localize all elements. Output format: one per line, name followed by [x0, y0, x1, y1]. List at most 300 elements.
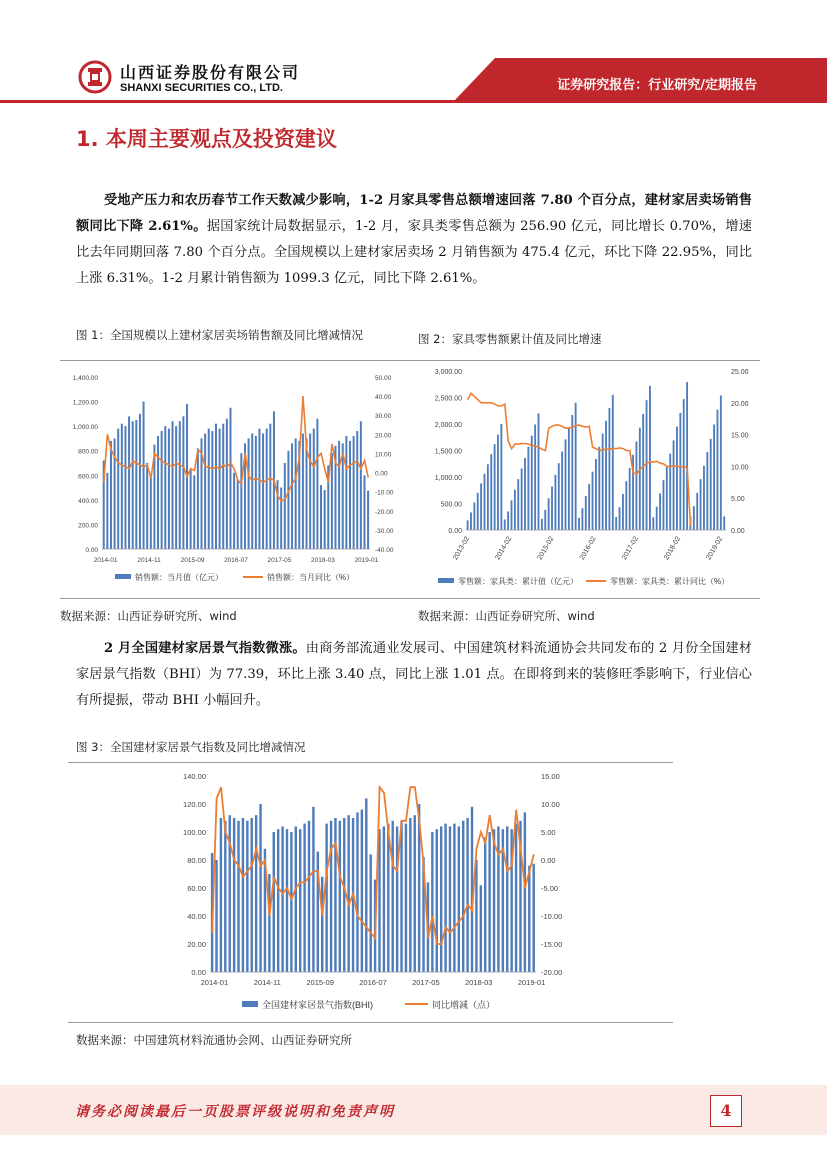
- bar: [477, 493, 479, 530]
- chart1-x-axis: [94, 557, 379, 564]
- x-tick-label: 2014-02: [494, 535, 514, 562]
- bar: [639, 428, 641, 530]
- paragraph-lead: 2 月全国建材家居景气指数微涨。: [104, 641, 306, 656]
- bar: [135, 420, 137, 549]
- bar: [488, 832, 490, 972]
- bar: [132, 421, 134, 549]
- right-tick-label: 50.00: [375, 375, 392, 382]
- x-tick-label: 2014-01: [200, 978, 229, 987]
- bar: [259, 804, 261, 972]
- right-tick-label: 0.00: [731, 528, 745, 535]
- bar: [480, 483, 482, 530]
- bar: [431, 832, 433, 972]
- left-tick-label: 400.00: [78, 497, 98, 505]
- bar: [325, 824, 327, 972]
- bar: [538, 413, 540, 530]
- bar: [229, 408, 231, 549]
- x-tick-label: 2015-09: [180, 557, 205, 564]
- bar: [490, 454, 492, 530]
- bar: [313, 429, 315, 549]
- bar: [317, 852, 319, 972]
- chart2-x-axis: [452, 535, 724, 561]
- right-tick-label: 20.00: [731, 400, 749, 408]
- bar: [277, 829, 279, 972]
- bar: [506, 826, 508, 972]
- bar: [723, 516, 725, 530]
- bar: [246, 821, 248, 972]
- bar: [226, 419, 228, 549]
- bar: [592, 472, 594, 530]
- bar: [299, 829, 301, 972]
- bar: [367, 491, 369, 549]
- bar: [262, 434, 264, 549]
- bar: [581, 508, 583, 530]
- bar: [150, 475, 152, 549]
- left-tick-label: 800.00: [78, 448, 98, 456]
- bar: [306, 438, 308, 549]
- bar: [324, 490, 326, 549]
- bar: [295, 438, 297, 549]
- bar: [409, 818, 411, 972]
- bar: [347, 815, 349, 972]
- bar: [507, 511, 509, 530]
- bar: [258, 429, 260, 549]
- bar: [487, 464, 489, 530]
- bar: [233, 473, 235, 549]
- bar: [215, 424, 217, 549]
- bar: [353, 436, 355, 549]
- paragraph-body: 由商务部流通业发展司、中国建筑材料流通协会共同发布的 2 月份全国建材家居景气指数（BHI）为 77.39，环比上涨 3.40 点，同比上涨 1.01 点。在即将到来的装修旺季影响下，行业信心有所提振，带动 BHI 小幅回升。: [76, 641, 752, 708]
- x-tick-label: 2014-01: [93, 557, 118, 564]
- chart3-legend: [242, 999, 495, 1010]
- right-tick-label: 0.00: [375, 470, 388, 478]
- chart2-left-axis: [435, 369, 462, 535]
- bar: [269, 424, 271, 549]
- bar: [527, 447, 529, 530]
- right-tick-label: -10.00: [541, 912, 563, 921]
- bar: [266, 429, 268, 549]
- bar: [251, 434, 253, 549]
- bar: [356, 812, 358, 972]
- bar: [578, 518, 580, 530]
- bar: [365, 798, 367, 972]
- bar: [500, 424, 502, 530]
- bar: [331, 453, 333, 549]
- bar: [303, 824, 305, 972]
- paragraph-bhi: [76, 636, 752, 714]
- bar: [349, 441, 351, 549]
- bar: [242, 818, 244, 972]
- bar: [666, 467, 668, 530]
- bar: [193, 475, 195, 549]
- left-tick-label: 1,000.00: [72, 424, 98, 432]
- bar: [619, 507, 621, 530]
- bar: [360, 421, 362, 549]
- right-tick-label: -15.00: [541, 940, 563, 949]
- bar: [629, 468, 631, 530]
- bar: [575, 403, 577, 530]
- bar: [197, 448, 199, 549]
- left-tick-label: 80.00: [187, 856, 206, 865]
- right-tick-label: 30.00: [375, 413, 392, 421]
- bar: [534, 425, 536, 530]
- bar: [646, 400, 648, 530]
- bar: [168, 429, 170, 549]
- bar: [321, 877, 323, 972]
- company-name-cn: 山西证券股份有限公司: [120, 63, 301, 82]
- bar: [164, 426, 166, 549]
- x-tick-label: 2016-07: [224, 557, 248, 564]
- figure-3-source: 数据来源：中国建筑材料流通协会网、山西证券研究所: [76, 1033, 352, 1047]
- bar: [449, 826, 451, 972]
- bar: [334, 818, 336, 972]
- chart2-legend-bar: 零售额：家具类：累计值（亿元）: [458, 577, 578, 586]
- bar: [615, 517, 617, 530]
- figure-1-caption: 图 1：全国规模以上建材家居卖场销售额及同比增减情况: [76, 328, 363, 342]
- left-tick-label: 200.00: [78, 522, 98, 530]
- figure-3-top-rule: [68, 762, 673, 763]
- report-type-label: 证券研究报告：行业研究/定期报告: [557, 78, 757, 93]
- bar: [110, 441, 112, 549]
- bar: [175, 426, 177, 549]
- bar: [204, 434, 206, 549]
- section-heading: 1. 本周主要观点及投资建议: [76, 127, 337, 151]
- bar: [143, 402, 145, 549]
- bar: [612, 395, 614, 530]
- bar: [462, 821, 464, 972]
- bar: [551, 487, 553, 530]
- left-tick-label: 60.00: [187, 884, 206, 893]
- bar: [713, 425, 715, 530]
- bar: [480, 885, 482, 972]
- bar: [146, 463, 148, 549]
- chart2-legend: [438, 576, 729, 586]
- right-tick-label: 0.00: [541, 856, 556, 865]
- bar: [255, 815, 257, 972]
- bar: [281, 826, 283, 972]
- company-name-en: SHANXI SECURITIES CO., LTD.: [120, 82, 283, 94]
- bar: [255, 436, 257, 549]
- chart3-legend-bar: 全国建材家居景气指数(BHI): [262, 1000, 373, 1010]
- left-tick-label: 600.00: [78, 473, 98, 481]
- bar: [473, 502, 475, 530]
- right-tick-label: -40.00: [375, 547, 394, 554]
- bar: [595, 459, 597, 530]
- x-tick-label: 2019-02: [705, 535, 725, 562]
- bar: [466, 818, 468, 972]
- bar: [172, 421, 174, 549]
- left-tick-label: 20.00: [187, 940, 206, 949]
- x-tick-label: 2018-03: [310, 557, 335, 564]
- bar: [541, 519, 543, 530]
- bar: [295, 826, 297, 972]
- x-tick-label: 2017-02: [621, 535, 640, 562]
- bar: [652, 517, 654, 530]
- figure-2-caption: 图 2：家具零售额累计值及同比增速: [418, 332, 602, 346]
- chart3-legend-line: 同比增减（点）: [432, 1000, 496, 1010]
- chart1-left-axis: [73, 375, 99, 554]
- left-tick-label: 2,000.00: [434, 422, 462, 429]
- bar: [286, 829, 288, 972]
- bar: [436, 829, 438, 972]
- bar: [222, 424, 224, 549]
- bar: [663, 480, 665, 530]
- x-tick-label: 2015-09: [306, 978, 334, 987]
- figure-2-source: 数据来源：山西证券研究所、wind: [418, 609, 595, 623]
- bar: [571, 415, 573, 530]
- right-tick-label: -30.00: [375, 527, 394, 535]
- chart3-x-axis: [201, 978, 546, 987]
- bar: [414, 815, 416, 972]
- bar: [568, 427, 570, 530]
- bar: [710, 439, 712, 530]
- bar: [531, 436, 533, 530]
- bar: [642, 414, 644, 530]
- bar: [517, 479, 519, 530]
- left-tick-label: 1,400.00: [72, 375, 98, 382]
- bar: [544, 510, 546, 530]
- chart1-legend-line: 销售额：当月同比（%）: [267, 573, 355, 582]
- left-tick-label: 140.00: [183, 772, 206, 781]
- bar: [494, 444, 496, 530]
- left-tick-label: 0.00: [85, 547, 98, 554]
- bar: [515, 824, 517, 972]
- bar: [211, 431, 213, 549]
- bar: [215, 860, 217, 972]
- left-tick-label: 3,000.00: [434, 369, 462, 376]
- x-tick-label: 2015-02: [536, 535, 556, 562]
- right-tick-label: -5.00: [541, 884, 559, 893]
- bar: [497, 826, 499, 972]
- x-tick-label: 2018-03: [464, 978, 493, 987]
- bar: [128, 416, 130, 549]
- bar: [676, 427, 678, 530]
- footer-disclaimer: 请务必阅读最后一页股票评级说明和免责声明: [75, 1104, 395, 1120]
- left-tick-label: 1,500.00: [434, 448, 462, 456]
- left-tick-label: 500.00: [440, 501, 462, 509]
- bar: [693, 506, 695, 530]
- x-tick-label: 2019-01: [517, 978, 546, 987]
- bar: [514, 490, 516, 530]
- bar: [268, 874, 270, 972]
- left-tick-label: 40.00: [187, 912, 206, 921]
- bar: [208, 429, 210, 549]
- bar: [683, 399, 685, 530]
- page-number: 4: [710, 1095, 742, 1127]
- bar: [330, 821, 332, 972]
- bar: [524, 812, 526, 972]
- bar: [220, 818, 222, 972]
- bar: [484, 474, 486, 530]
- bar: [161, 431, 163, 549]
- bar: [182, 416, 184, 549]
- right-tick-label: 5.00: [541, 828, 556, 837]
- bar: [139, 414, 141, 549]
- bar: [528, 866, 530, 972]
- x-tick-label: 2016-07: [359, 978, 387, 987]
- right-tick-label: -20.00: [541, 968, 563, 977]
- bar: [511, 500, 513, 530]
- paragraph-lead: 受地产压力和农历春节工作天数减少影响，1-2 月家具零售总额增速回落 7.80 个百分点，建材家居卖场销售额同比下降 2.61%。: [76, 193, 752, 234]
- bar: [179, 421, 181, 549]
- x-tick-label: 2018-02: [663, 535, 683, 562]
- bar: [588, 484, 590, 530]
- bar: [504, 519, 506, 530]
- bar: [717, 410, 719, 530]
- bar: [316, 419, 318, 549]
- bar: [237, 821, 239, 972]
- chart3-left-axis: [183, 772, 206, 977]
- company-logo-icon: [78, 60, 112, 94]
- bar: [237, 480, 239, 549]
- bar: [565, 439, 567, 530]
- right-tick-label: 5.00: [731, 496, 745, 504]
- figure-3-bottom-rule: [68, 1022, 673, 1023]
- x-tick-label: 2016-02: [578, 535, 598, 562]
- bar: [703, 466, 705, 530]
- left-tick-label: 100.00: [183, 828, 206, 837]
- right-tick-label: 20.00: [375, 432, 392, 440]
- bar: [280, 488, 282, 549]
- bar: [369, 854, 371, 972]
- bar: [554, 475, 556, 530]
- bar: [636, 441, 638, 530]
- bar: [219, 429, 221, 549]
- bar: [440, 826, 442, 972]
- bar: [400, 821, 402, 972]
- bar: [679, 413, 681, 530]
- bar: [720, 395, 722, 530]
- bar: [396, 826, 398, 972]
- bar: [248, 438, 250, 549]
- bar: [484, 838, 486, 972]
- bar: [686, 382, 688, 530]
- figure-top-rule: [60, 360, 760, 361]
- bar: [470, 513, 472, 530]
- x-tick-label: 2017-05: [267, 557, 292, 564]
- bar: [524, 458, 526, 530]
- bar: [532, 864, 534, 972]
- bar: [453, 824, 455, 972]
- right-tick-label: 25.00: [731, 369, 749, 376]
- bar: [240, 453, 242, 549]
- bar: [284, 463, 286, 549]
- bar: [700, 479, 702, 530]
- chart-furniture-retail: [418, 362, 778, 592]
- bar: [659, 493, 661, 530]
- bar: [339, 821, 341, 972]
- left-tick-label: 0.00: [191, 968, 206, 977]
- bar: [625, 481, 627, 530]
- bar: [251, 818, 253, 972]
- bar: [117, 429, 119, 549]
- bar: [585, 496, 587, 530]
- figure-bottom-rule: [60, 598, 760, 599]
- bar: [287, 451, 289, 549]
- bar: [669, 454, 671, 530]
- bar: [467, 520, 469, 530]
- bar: [302, 434, 304, 549]
- bar: [493, 829, 495, 972]
- left-tick-label: 1,000.00: [434, 475, 462, 482]
- chart-building-material-sales: [60, 365, 410, 590]
- bar: [290, 832, 292, 972]
- bar: [320, 485, 322, 549]
- left-tick-label: 120.00: [183, 800, 206, 809]
- bar: [656, 507, 658, 530]
- bar: [387, 824, 389, 972]
- bar: [233, 818, 235, 972]
- figure-1-source: 数据来源：山西证券研究所、wind: [60, 609, 237, 623]
- chart1-right-axis: [375, 375, 394, 554]
- right-tick-label: 10.00: [375, 451, 392, 459]
- left-tick-label: 2,500.00: [434, 395, 462, 403]
- right-tick-label: -10.00: [375, 489, 394, 497]
- bar: [273, 832, 275, 972]
- x-tick-label: 2014-11: [137, 557, 161, 564]
- right-tick-label: 10.00: [731, 464, 749, 472]
- bar: [458, 826, 460, 972]
- bar: [343, 818, 345, 972]
- chart3-bars: [210, 798, 536, 972]
- bar: [363, 475, 365, 549]
- bar: [224, 821, 226, 972]
- bar: [497, 435, 499, 530]
- bar: [649, 386, 651, 530]
- left-tick-label: 1,200.00: [72, 399, 98, 407]
- x-tick-label: 2017-05: [412, 978, 440, 987]
- paragraph-body: 据国家统计局数据显示，1-2 月，家具类零售总额为 256.90 亿元，同比增长 0.70%，增速比去年同期回落 7.80 个百分点。全国规模以上建材家居卖场 2 月销售额为 475.4 亿元，环比下降 22.95%，同比上涨 6.31%。1-2 月累计销售额为 1099.3 亿元，同比下降 2.61%。: [76, 219, 752, 286]
- bar: [338, 441, 340, 549]
- bar: [608, 408, 610, 530]
- bar: [558, 463, 560, 530]
- bar: [309, 434, 311, 549]
- right-tick-label: 15.00: [731, 432, 749, 440]
- x-tick-label: 2019-01: [354, 557, 379, 564]
- bar: [696, 493, 698, 530]
- bar: [291, 443, 293, 549]
- x-tick-label: 2014-11: [253, 978, 281, 987]
- bar: [598, 447, 600, 530]
- bar: [602, 434, 604, 530]
- bar: [548, 498, 550, 530]
- chart-bhi-index: [170, 766, 590, 1016]
- bar: [383, 826, 385, 972]
- bar: [345, 436, 347, 549]
- bar: [475, 860, 477, 972]
- bar: [561, 452, 563, 530]
- chart1-legend-bar: 销售额：当月值（亿元）: [135, 573, 223, 582]
- bar: [356, 431, 358, 549]
- bar: [622, 494, 624, 530]
- bar: [405, 824, 407, 972]
- bar: [361, 810, 363, 972]
- right-tick-label: -20.00: [375, 508, 394, 516]
- right-tick-label: 40.00: [375, 394, 392, 402]
- left-tick-label: 0.00: [448, 528, 462, 535]
- bar: [521, 469, 523, 530]
- chart1-legend: [115, 572, 354, 582]
- chart2-legend-line: 零售额：家具类：累计同比（%）: [610, 577, 730, 586]
- bar: [308, 821, 310, 972]
- bar: [673, 440, 675, 530]
- right-tick-label: 15.00: [541, 772, 560, 781]
- bar: [157, 436, 159, 549]
- bar: [605, 421, 607, 530]
- bar: [392, 821, 394, 972]
- bar: [312, 807, 314, 972]
- chart2-right-axis: [731, 369, 749, 535]
